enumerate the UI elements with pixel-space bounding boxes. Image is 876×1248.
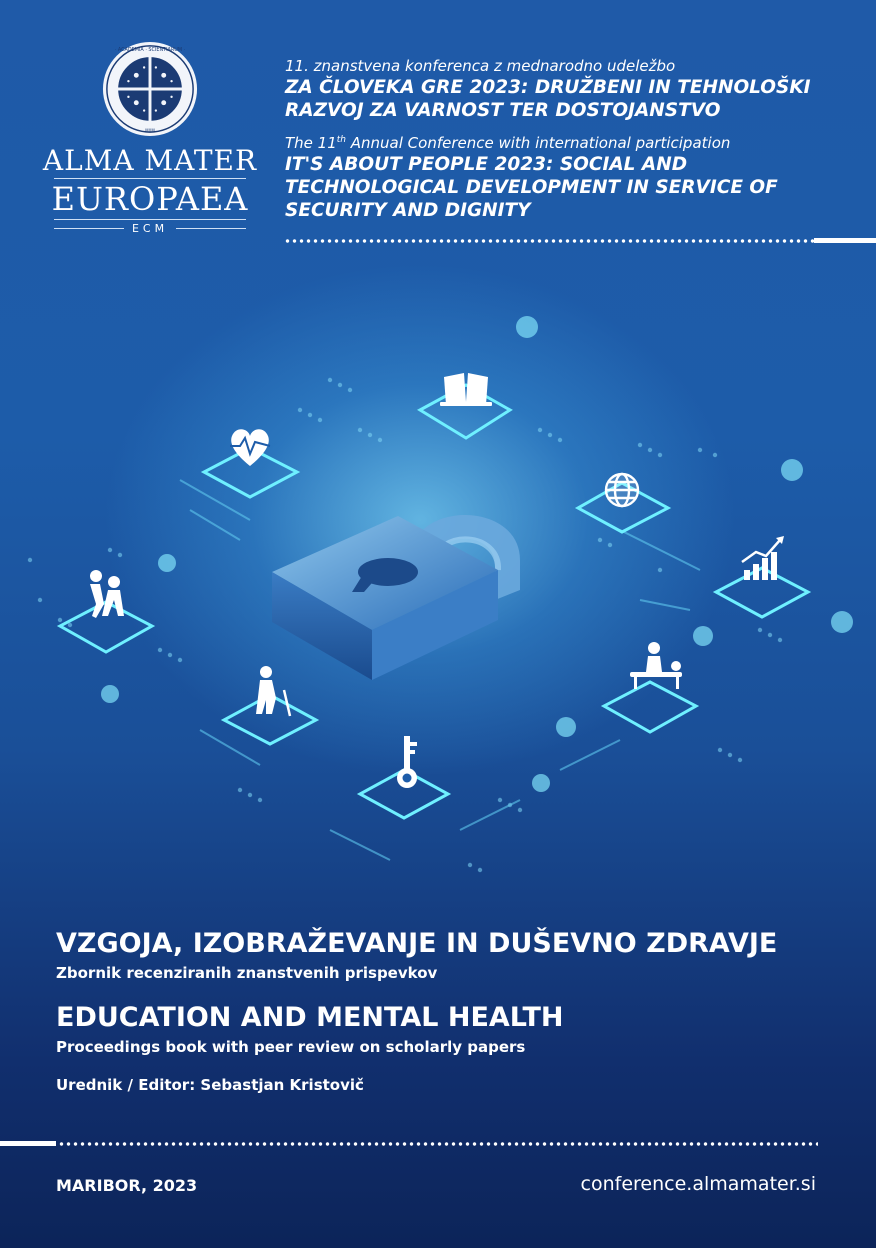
header-divider-solid — [814, 238, 876, 243]
caregiver-node — [60, 570, 152, 652]
book-title-si: VZGOJA, IZOBRAŽEVANJE IN DUŠEVNO ZDRAVJE — [56, 928, 778, 959]
title-en-rest: SOCIAL AND TECHNOLOGICAL DEVELOPMENT IN SERVICE OF SECURITY AND DIGNITY — [285, 154, 778, 221]
book-subtitle-en: Proceedings book with peer review on scholarly papers — [56, 1038, 526, 1056]
globe-icon — [606, 474, 638, 506]
title-en-bold: IT'S ABOUT PEOPLE 2023: — [285, 154, 554, 175]
intro-en: The 11th Annual Conference with international participation — [285, 134, 731, 152]
book-title-en: EDUCATION AND MENTAL HEALTH — [56, 1002, 564, 1033]
logo-line3: ECM — [40, 222, 260, 235]
title-si-rest: DRUŽBENI IN TEHNOLOŠKI RAZVOJ ZA VARNOST TER DOSTOJANSTVO — [285, 77, 811, 121]
key-node — [360, 736, 448, 818]
book-icon — [440, 373, 492, 406]
key-icon — [397, 736, 417, 788]
title-en — [285, 153, 845, 222]
logo-rule — [54, 219, 246, 220]
security-illustration — [0, 270, 876, 910]
book-editor: Urednik / Editor: Sebastjan Kristovič — [56, 1076, 364, 1094]
footer-divider-dots — [58, 1141, 818, 1147]
logo-line1: ALMA MATER — [42, 144, 258, 177]
seal-icon — [101, 40, 199, 138]
logo-rule — [54, 178, 246, 179]
footer-city: MARIBOR, 2023 — [56, 1176, 198, 1195]
svg-text:· ACADEMIA · SCIENTIARUM ·: · ACADEMIA · SCIENTIARUM · — [114, 46, 186, 53]
footer-url[interactable]: conference.almamater.si — [580, 1173, 816, 1195]
chart-node — [716, 536, 808, 617]
svg-text:MXM: MXM — [145, 128, 155, 134]
title-si — [285, 76, 845, 122]
medical-bed-icon — [630, 642, 682, 689]
heart-node — [204, 429, 297, 497]
logo — [40, 40, 260, 235]
book-subtitle-si: Zbornik recenziranih znanstvenih prispevkov — [56, 964, 438, 982]
title-si-bold: ZA ČLOVEKA GRE 2023: — [285, 77, 529, 98]
medical-node — [604, 642, 696, 732]
padlock-icon — [272, 515, 520, 680]
elderly-node — [224, 666, 316, 744]
conference-header — [285, 56, 845, 222]
heart-icon — [231, 429, 269, 466]
elderly-icon — [256, 666, 290, 716]
chart-icon — [742, 536, 784, 580]
header-divider-dots — [284, 238, 814, 244]
footer-divider-solid — [0, 1141, 56, 1146]
book-node — [420, 373, 510, 438]
globe-node — [578, 474, 668, 532]
intro-si: 11. znanstvena konferenca z mednarodno udeležbo — [285, 57, 676, 75]
logo-line2: EUROPAEA — [51, 180, 249, 218]
caregiver-icon — [90, 570, 124, 618]
